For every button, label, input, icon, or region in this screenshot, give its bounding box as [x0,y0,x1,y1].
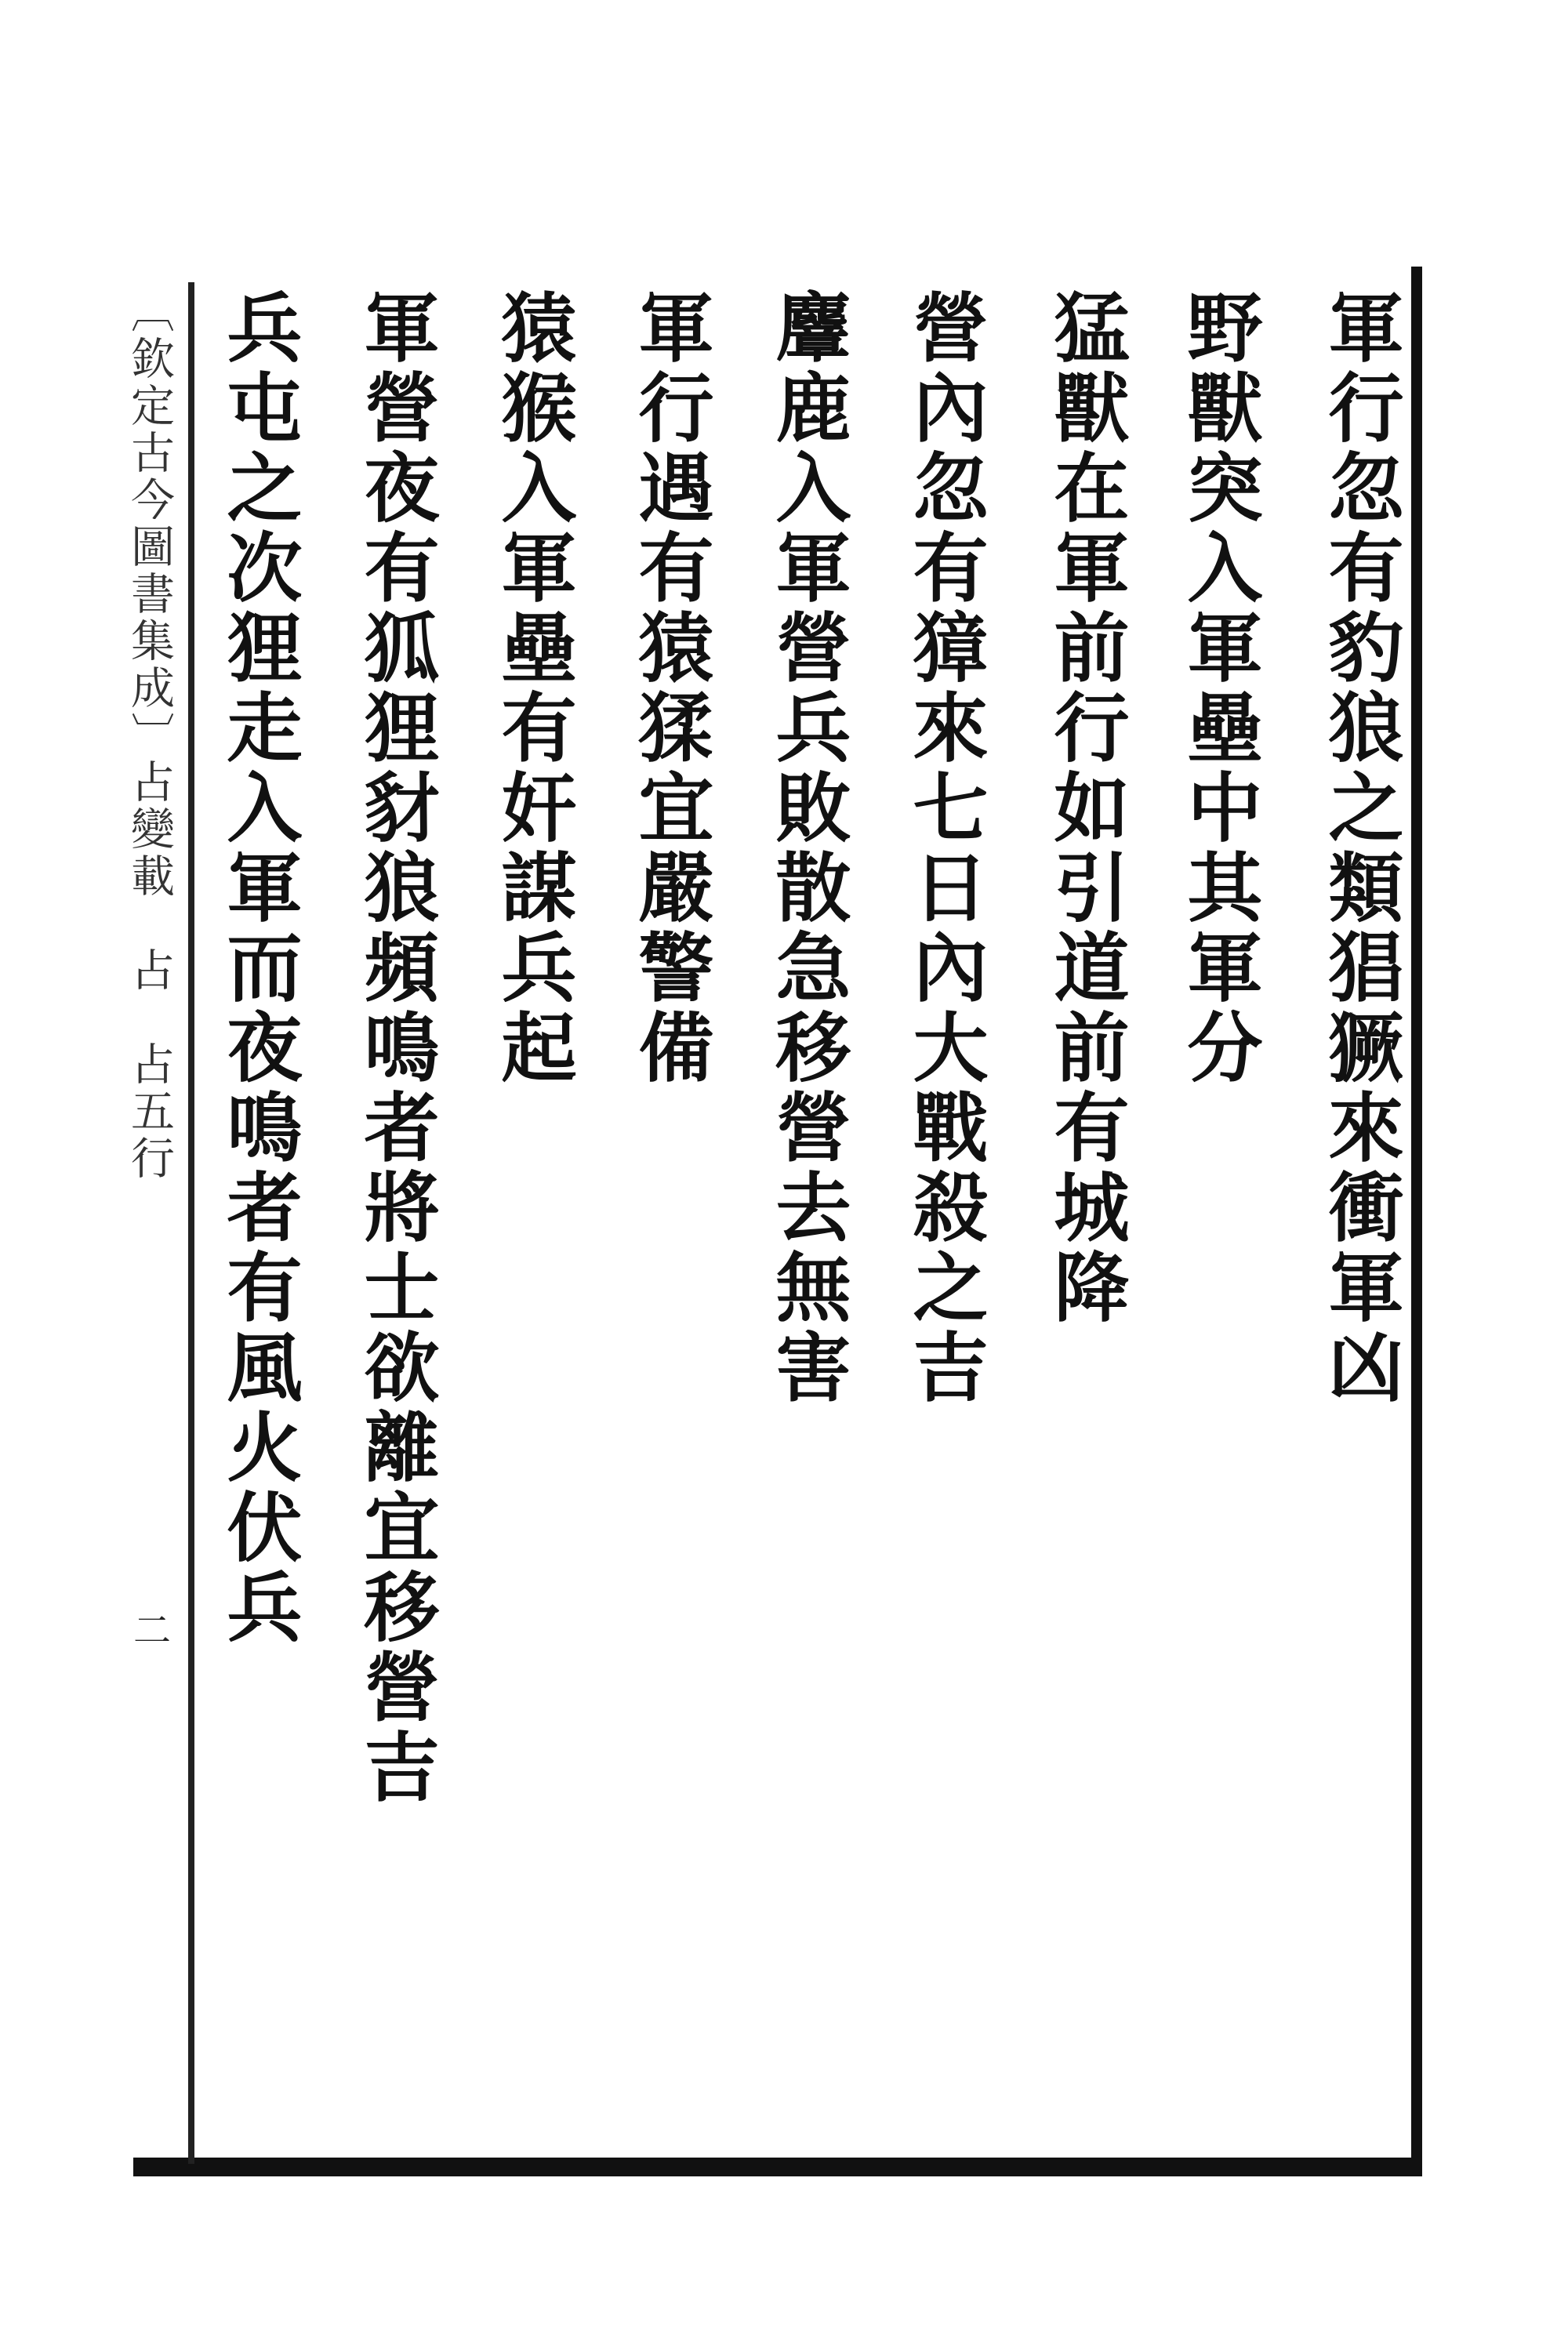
border-left-margin-rule [188,282,194,2164]
text-column-2: 野獸突入軍壘中其軍分 [1175,289,1264,1088]
border-bottom [133,2158,1422,2176]
folio-number: 二 [133,1609,172,1653]
text-column-9: 兵屯之次狸走入軍而夜鳴者有風火伏兵 [215,289,303,1648]
border-right [1411,267,1422,2176]
text-column-5: 麞鹿入軍營兵敗散急移營去無害 [764,289,852,1408]
text-column-1: 軍行忽有豹狼之類猖獗來衝軍凶 [1316,289,1405,1408]
margin-title: 〔欽定古今圖書集成〕占變載 占 占五行 [124,289,175,1182]
text-column-7: 猿猴入軍壘有奸謀兵起 [489,289,578,1088]
text-column-4: 營內忽有獐來七日內大戰殺之吉 [901,289,989,1408]
text-column-8: 軍營夜有狐狸豺狼頻鳴者將士欲離宜移營吉 [352,289,441,1808]
text-column-3: 猛獸在軍前行如引道前有城降 [1042,289,1131,1328]
text-column-6: 軍行遇有猿猱宜嚴警備 [626,289,715,1088]
